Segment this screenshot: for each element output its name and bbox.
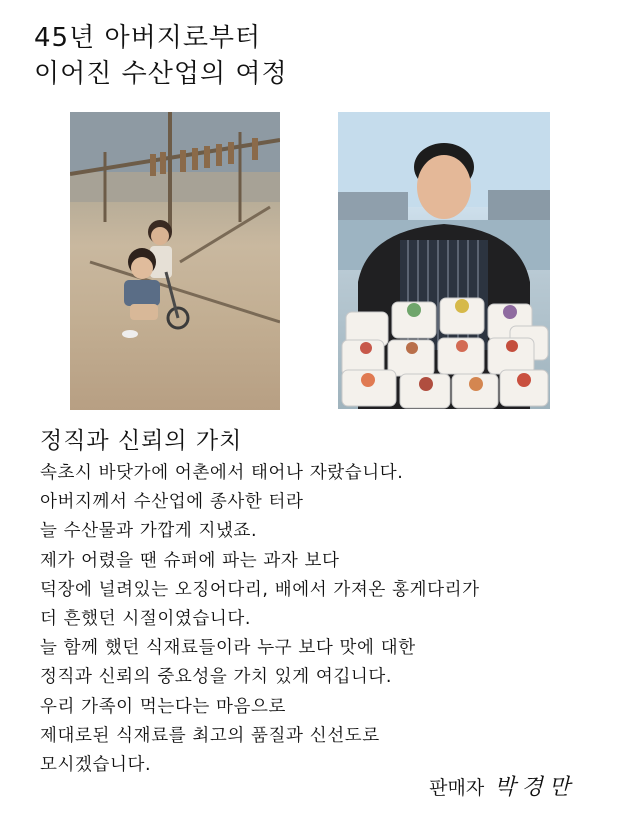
body-line: 속초시 바닷가에 어촌에서 태어나 자랐습니다. [40, 463, 404, 483]
seller-photo [338, 112, 550, 409]
section-heading: 정직과 신뢰의 가치 [40, 428, 243, 454]
childhood-photo [70, 112, 280, 410]
body-line: 아버지께서 수산업에 종사한 터라 [40, 492, 304, 513]
headline-line-2: 이어진 수산업의 여정 [34, 59, 288, 89]
body-line: 우리 가족이 먹는다는 마음으로 [40, 696, 287, 717]
body-line: 덕장에 널려있는 오징어다리, 배에서 가져온 홍게다리가 [40, 579, 480, 600]
body-line: 제대로된 식재료를 최고의 품질과 신선도로 [40, 725, 380, 746]
seller-signature-block [429, 770, 576, 801]
seller-signature: 박경만 [494, 775, 576, 800]
body-line: 제가 어렸을 땐 슈퍼에 파는 과자 보다 [40, 550, 340, 571]
body-line: 모시겠습니다. [40, 755, 152, 776]
body-line: 늘 수산물과 가깝게 지냈죠. [40, 521, 258, 542]
seller-label: 판매자 [429, 777, 485, 799]
seller-photo-illustration [338, 112, 550, 409]
headline [34, 20, 288, 92]
headline-line-1: 45년 아버지로부터 [34, 23, 262, 53]
story-body [40, 459, 480, 780]
childhood-photo-illustration [70, 112, 280, 410]
body-line: 늘 함께 했던 식재료들이라 누구 보다 맛에 대한 [40, 638, 416, 659]
body-line: 더 흔했던 시절이였습니다. [40, 609, 252, 630]
body-line: 정직과 신뢰의 중요성을 가치 있게 여깁니다. [40, 667, 393, 688]
